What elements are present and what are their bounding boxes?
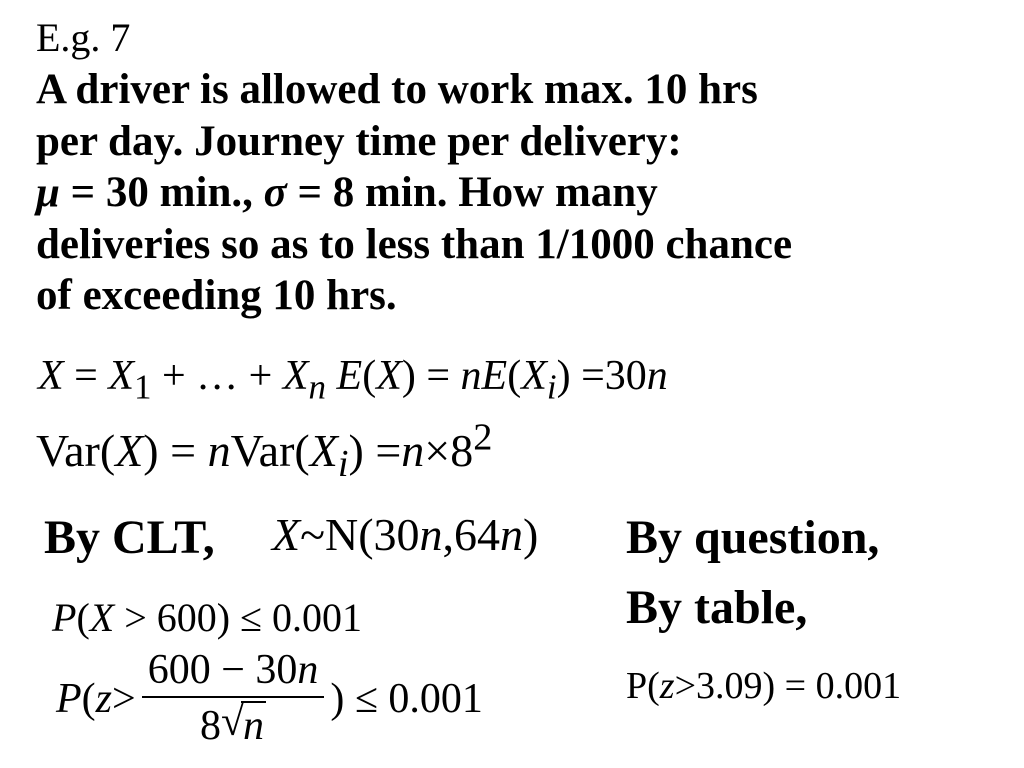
table-result-rest: >3.09) = 0.001 [674,665,902,707]
problem-line-1: A driver is allowed to work max. 10 hrs [36,66,758,113]
eq2-n: n [207,425,231,476]
eq2-xi-sub: i [337,443,349,486]
clt-distribution [272,508,538,561]
problem-line-2: per day. Journey time per delivery: [36,117,682,165]
standardized-inequality [56,640,483,758]
question-label: By question, [626,511,880,564]
table-result [626,664,901,708]
problem-line-3 [36,167,1006,219]
table-result-p: P( [626,665,660,707]
clt-n1: n [419,509,443,560]
sigma-value: = 8 min. How many [286,169,658,216]
eq1-expectation: E [326,353,363,399]
mu-value: = 30 min., [59,169,264,216]
clt-x: X [272,509,301,560]
eq1-x1: X [108,353,134,399]
ineq2-gt: > [112,676,136,722]
eq2-result: = [363,425,402,476]
clt-label: By CLT, [44,511,215,564]
eq1-paren-open-2: ( [507,353,522,399]
ineq1-rest: > 600) ≤ 0.001 [114,595,363,640]
eq2-var-open: Var( [36,425,116,476]
table-result-z: z [659,665,675,707]
numerator-n: n [297,647,319,693]
problem-line-5: of exceeding 10 hrs. [36,272,397,319]
variance-equation [36,416,493,486]
problem-line-4: deliveries so as to less than 1/1000 chance [36,220,793,268]
square-root [221,698,266,754]
radical-sign: √ [221,699,245,745]
eq1-plus-dots: + … + [151,353,283,399]
z-score-fraction [142,644,325,754]
eq1-equals: = [63,353,109,399]
eq1-xn: X [282,353,309,399]
eq1-xi: X [521,353,547,399]
eq1-lhs: X [38,353,64,399]
example-label: E.g. 7 [36,15,131,60]
clt-dist-a: ~N(30 [300,509,420,560]
eq1-x: X [376,353,402,399]
fraction-denominator [200,698,266,754]
eq1-expectation-2: E [481,353,508,399]
table-label: By table, [626,581,808,634]
clt-dist-b: ,64 [442,509,501,560]
sigma-symbol: σ [263,169,287,216]
eq1-result-n: n [646,353,668,399]
eq2-times-eight: ×8 [424,425,474,476]
fraction-numerator [142,644,325,696]
eq1-xi-sub: i [546,367,557,407]
sum-and-expectation-equation [38,352,668,407]
probability-inequality [52,594,362,641]
eq2-var-close: ) = [143,425,208,476]
eq1-x1-sub: 1 [134,367,152,407]
numerator-text: 600 − 30 [147,647,298,693]
radicand-n: n [243,703,265,749]
ineq2-close: ) ≤ 0.001 [330,676,483,722]
mu-symbol: μ [36,169,60,216]
ineq2-z: z [95,676,113,722]
eq1-xn-sub: n [308,367,327,407]
eq1-paren-close-2: ) [556,353,571,399]
problem-statement [36,64,1006,322]
ineq2-open: ( [81,676,96,722]
ineq1-p: P [52,595,77,640]
clt-n2: n [500,509,524,560]
denominator-eight: 8 [200,703,222,749]
clt-dist-c: ) [523,509,539,560]
eq2-var-open-2: Var( [230,425,310,476]
eq1-equals-2: = [415,353,461,399]
eq2-exponent: 2 [473,416,493,459]
eq1-result: =30 [570,353,647,399]
eq1-paren-open: ( [362,353,377,399]
eq2-result-n: n [401,425,425,476]
ineq2-p: P [56,676,82,722]
eq1-paren-close: ) [401,353,416,399]
ineq1-open: ( [76,595,90,640]
eq2-xi: X [309,425,338,476]
eq1-n: n [460,353,482,399]
ineq1-x: X [89,595,115,640]
eq2-x: X [115,425,144,476]
eq2-var-close-2: ) [348,425,364,476]
